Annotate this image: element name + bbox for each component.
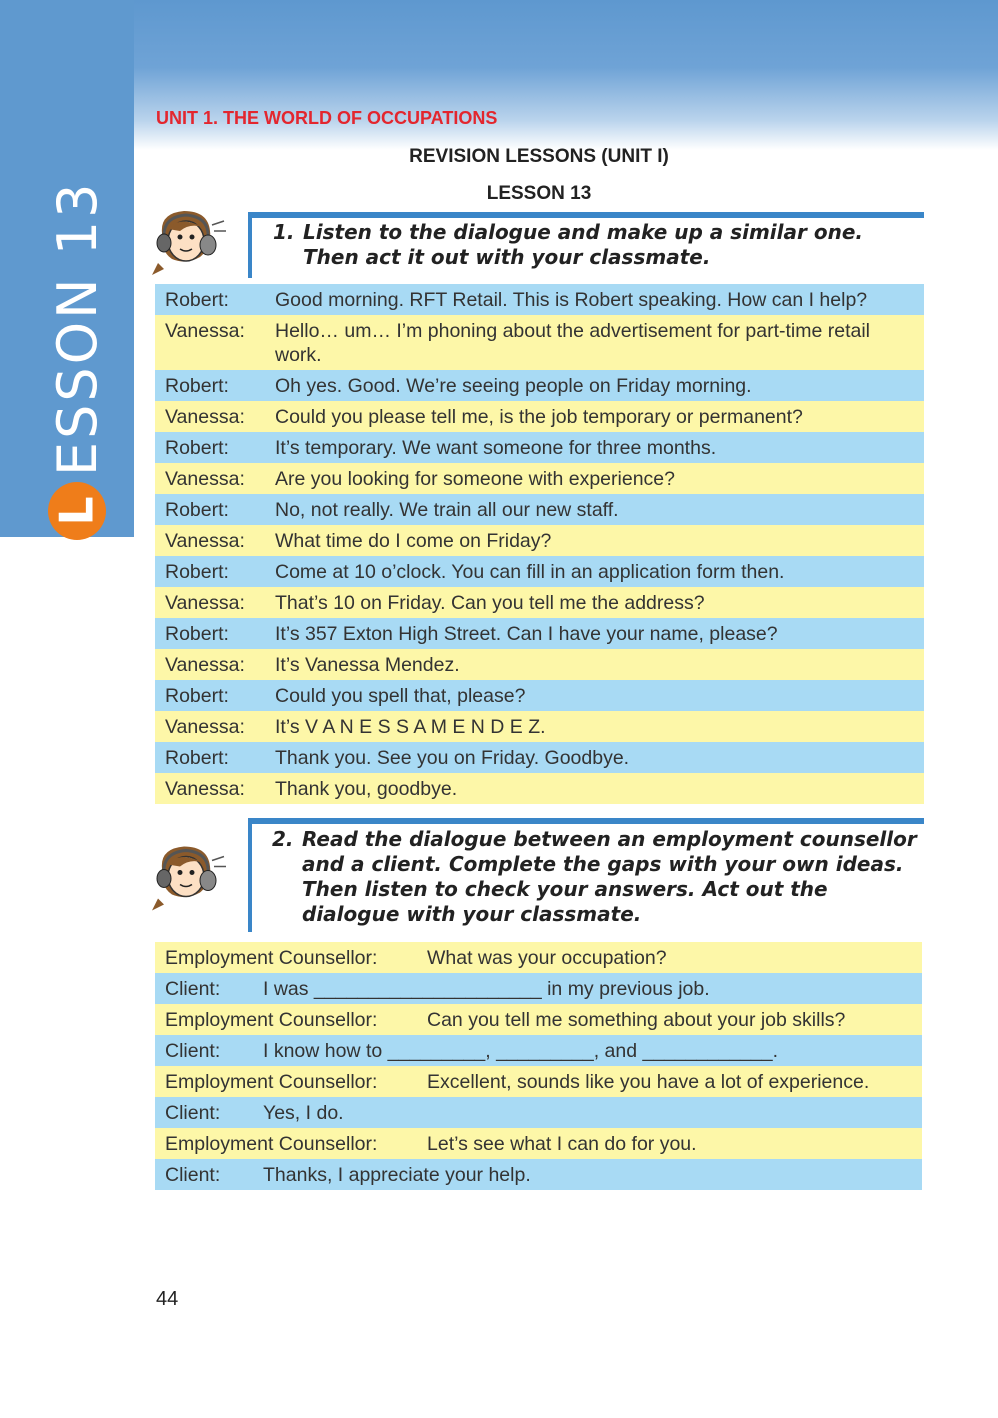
dialogue-row — [155, 680, 924, 711]
dialogue-row — [155, 1066, 922, 1097]
dialogue-row — [155, 711, 924, 742]
dialogue-line: Oh yes. Good. We’re seeing people on Friday morning. — [275, 375, 752, 397]
dialogue-row — [155, 773, 924, 804]
dialogue-row — [155, 284, 924, 315]
dialogue-row — [155, 401, 924, 432]
speaker-label: Vanessa: — [165, 468, 245, 490]
speaker-label: Robert: — [165, 685, 229, 707]
dialogue-line: Thank you. See you on Friday. Goodbye. — [275, 747, 630, 769]
dialogue-row — [155, 463, 924, 494]
unit-title: UNIT 1. THE WORLD OF OCCUPATIONS — [156, 108, 498, 128]
dialogue-line: Thank you, goodbye. — [275, 778, 458, 800]
dialogue-line: Let’s see what I can do for you. — [427, 1133, 697, 1155]
speaker-label: Robert: — [165, 747, 229, 769]
lesson-label-text: ESSON 13 — [45, 180, 109, 476]
speaker-label: Client: — [165, 1164, 221, 1186]
dialogue-row — [155, 1035, 922, 1066]
dialogue-2 — [155, 942, 922, 1190]
headphones-girl-icon — [150, 838, 230, 918]
dialogue-line: Could you spell that, please? — [275, 685, 526, 707]
dialogue-line: Excellent, sounds like you have a lot of experience. — [427, 1071, 870, 1093]
dialogue-row — [155, 649, 924, 680]
section-title: REVISION LESSONS (UNIT I) — [409, 146, 669, 167]
dialogue-1 — [155, 284, 924, 804]
speaker-label: Vanessa: — [165, 320, 245, 342]
dialogue-line: That’s 10 on Friday. Can you tell me the address? — [275, 592, 705, 614]
page-number: 44 — [156, 1288, 179, 1310]
dialogue-row — [155, 1097, 922, 1128]
dialogue-line: It’s Vanessa Mendez. — [275, 654, 460, 676]
dialogue-line: Come at 10 o’clock. You can fill in an application form then. — [275, 561, 785, 583]
speaker-label: Robert: — [165, 561, 229, 583]
dialogue-line: Are you looking for someone with experience? — [275, 468, 675, 490]
dialogue-line: Good morning. RFT Retail. This is Robert speaking. How can I help? — [275, 289, 868, 311]
dialogue-line: Thanks, I appreciate your help. — [263, 1164, 531, 1186]
dialogue-row — [155, 618, 924, 649]
speaker-label: Client: — [165, 1040, 221, 1062]
speaker-label: Robert: — [165, 623, 229, 645]
dialogue-row — [155, 942, 922, 973]
speaker-label: Employment Counsellor: — [165, 1009, 378, 1031]
dialogue-row — [155, 1004, 922, 1035]
dialogue-line: What time do I come on Friday? — [275, 530, 552, 552]
headphones-girl-icon — [150, 205, 230, 280]
dialogue-line: It’s V A N E S S A M E N D E Z. — [275, 716, 546, 738]
lesson-title: LESSON 13 — [486, 183, 592, 204]
speaker-label: Vanessa: — [165, 778, 245, 800]
speaker-label: Client: — [165, 1102, 221, 1124]
speaker-label: Robert: — [165, 499, 229, 521]
speaker-label: Vanessa: — [165, 530, 245, 552]
dialogue-row — [155, 556, 924, 587]
dialogue-line: No, not really. We train all our new staff. — [275, 499, 619, 521]
speaker-label: Vanessa: — [165, 406, 245, 428]
dialogue-line: Could you please tell me, is the job temporary or permanent? — [275, 406, 803, 428]
speaker-label: Vanessa: — [165, 654, 245, 676]
dialogue-line: I was _____________________ in my previous job. — [263, 978, 710, 1000]
dialogue-line: Yes, I do. — [263, 1102, 344, 1124]
speaker-label: Robert: — [165, 289, 229, 311]
speaker-label: Robert: — [165, 437, 229, 459]
dialogue-line: What was your occupation? — [427, 947, 667, 969]
dialogue-row — [155, 1159, 922, 1190]
dialogue-row — [155, 742, 924, 773]
speaker-label: Client: — [165, 978, 221, 1000]
side-lesson-label — [17, 120, 137, 540]
speaker-label: Vanessa: — [165, 716, 245, 738]
dialogue-row — [155, 973, 922, 1004]
dialogue-line: Can you tell me something about your job skills? — [427, 1009, 846, 1031]
lesson-initial-circle: L — [48, 482, 106, 540]
dialogue-row — [155, 370, 924, 401]
dialogue-row — [155, 494, 924, 525]
dialogue-row — [155, 525, 924, 556]
dialogue-line: I know how to _________, _________, and ____________. — [263, 1040, 779, 1062]
dialogue-row — [155, 315, 924, 370]
dialogue-line: It’s temporary. We want someone for three months. — [275, 437, 717, 459]
dialogue-row — [155, 432, 924, 463]
speaker-label: Employment Counsellor: — [165, 1133, 378, 1155]
speaker-label: Robert: — [165, 375, 229, 397]
dialogue-line: It’s 357 Exton High Street. Can I have your name, please? — [275, 623, 778, 645]
dialogue-line: Hello… um… I’m phoning about the advertisement for part-time retail work. — [275, 320, 871, 366]
speaker-label: Employment Counsellor: — [165, 1071, 378, 1093]
dialogue-row — [155, 587, 924, 618]
header-band — [0, 0, 998, 150]
dialogue-row — [155, 1128, 922, 1159]
speaker-label: Vanessa: — [165, 592, 245, 614]
speaker-label: Employment Counsellor: — [165, 947, 378, 969]
